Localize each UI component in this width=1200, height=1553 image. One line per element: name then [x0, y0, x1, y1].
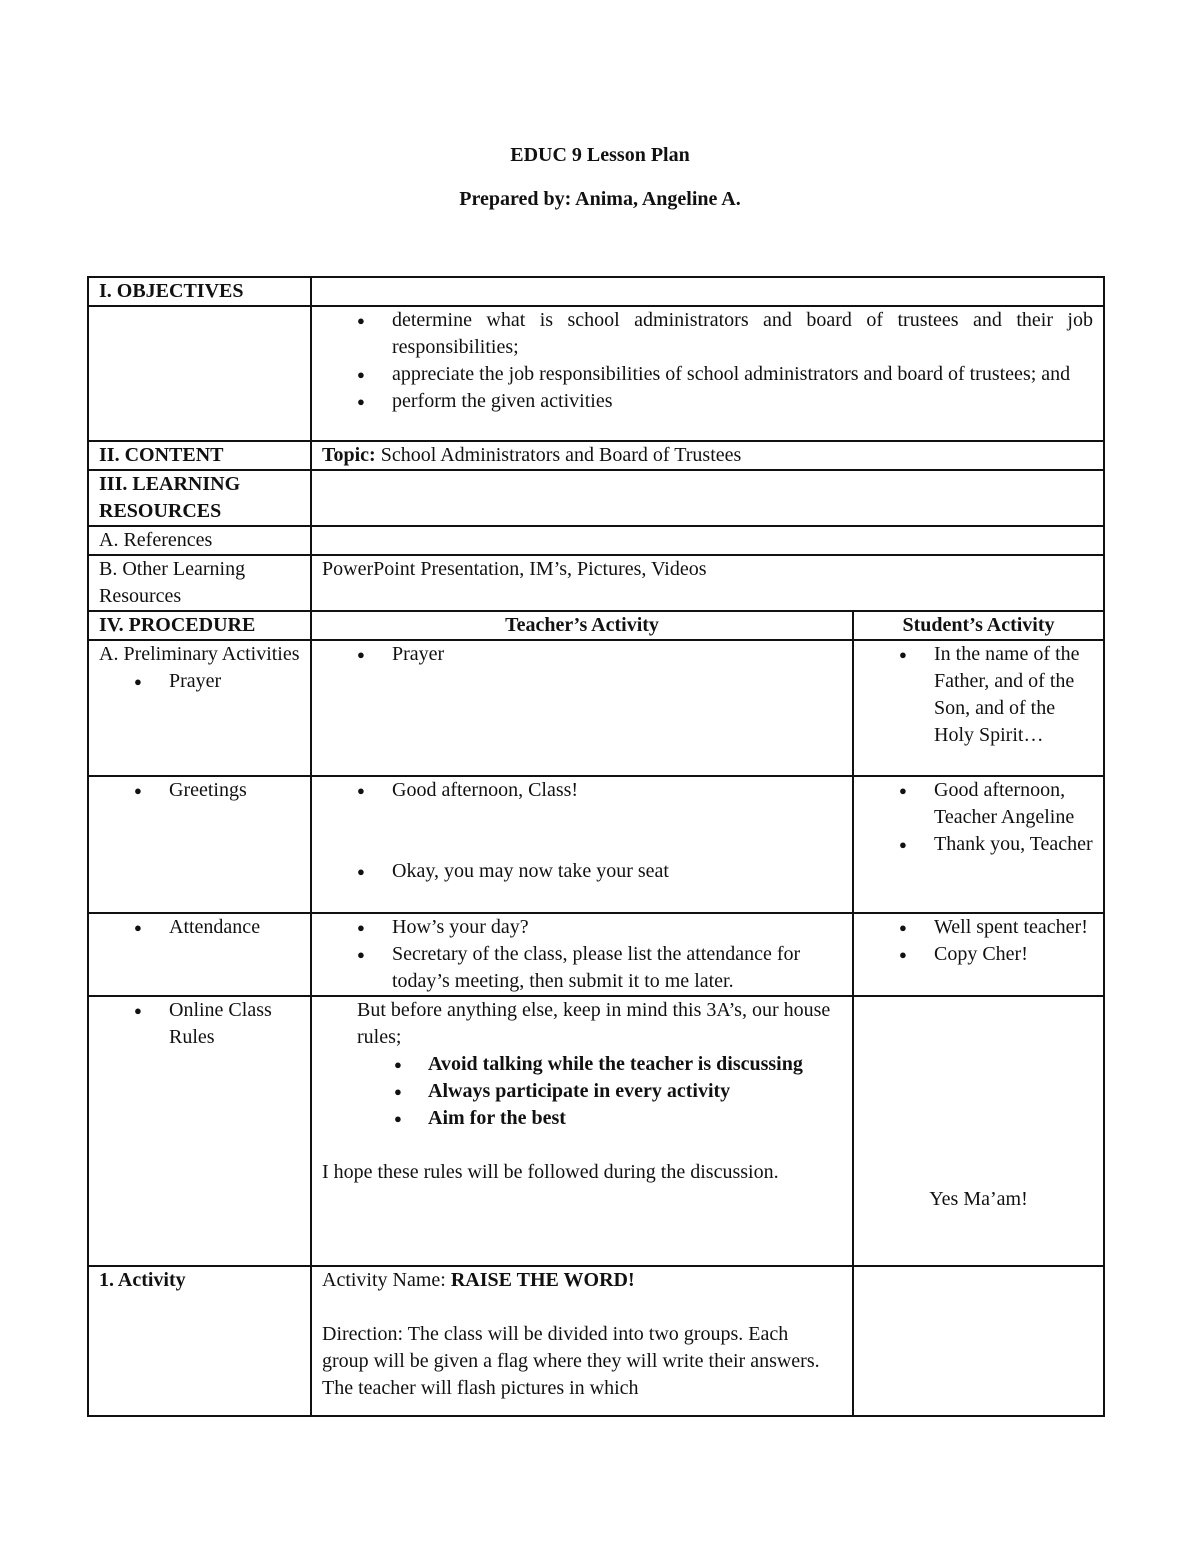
objectives-label: I. OBJECTIVES — [88, 277, 311, 306]
student-line: ● Good afternoon, Teacher Angeline — [864, 777, 1093, 831]
activity-row — [88, 1266, 1104, 1416]
activity-label: 1. Activity — [88, 1266, 311, 1416]
objective-item: ● determine what is school administrators and board of trustees and their job responsibilities; — [322, 307, 1093, 361]
student-activity-header: Student’s Activity — [853, 611, 1104, 640]
activity-name-label: Activity Name: — [322, 1269, 451, 1291]
rules-list — [322, 1051, 842, 1132]
rules-closing: I hope these rules will be followed during the discussion. — [322, 1161, 779, 1183]
references-label: A. References — [88, 526, 311, 555]
other-resources-row — [88, 555, 1104, 611]
objectives-row — [88, 306, 1104, 441]
activity-name: RAISE THE WORD! — [450, 1269, 635, 1291]
attendance-row — [88, 913, 1104, 996]
teacher-line: ● Secretary of the class, please list the attendance for today’s meeting, then submit it to me later. — [322, 941, 842, 995]
teacher-line: ● Good afternoon, Class! — [322, 777, 842, 804]
prepared-by: Prepared by: Anima, Angeline A. — [459, 188, 741, 210]
rule-item: ● Avoid talking while the teacher is discussing — [322, 1051, 842, 1078]
objectives-list — [322, 307, 1093, 415]
objective-item: ● appreciate the job responsibilities of school administrators and board of trustees; and — [322, 361, 1093, 388]
references-row — [88, 526, 1104, 555]
resources-label: III. LEARNING RESOURCES — [88, 470, 311, 526]
document-title: EDUC 9 Lesson Plan — [510, 144, 690, 166]
topic-value: School Administrators and Board of Trustees — [375, 444, 742, 466]
lesson-plan-table — [87, 276, 1105, 1417]
teacher-line: ● Okay, you may now take your seat — [322, 858, 842, 885]
greetings-row — [88, 776, 1104, 913]
other-resources-value: PowerPoint Presentation, IM’s, Pictures, Videos — [311, 555, 1104, 611]
activity-direction: Direction: The class will be divided into two groups. Each group will be given a flag where they will write their answers. The teacher will flash pictures in which — [322, 1323, 820, 1399]
objectives-list-cell — [311, 306, 1104, 441]
teacher-activity-header: Teacher’s Activity — [311, 611, 853, 640]
student-line: Yes Ma’am! — [929, 1188, 1028, 1210]
attendance-label: ● Attendance — [99, 914, 300, 941]
other-resources-label: B. Other Learning Resources — [88, 555, 311, 611]
student-line: ● Well spent teacher! — [864, 914, 1093, 941]
procedure-label: IV. PROCEDURE — [88, 611, 311, 640]
procedure-header-row — [88, 611, 1104, 640]
resources-row — [88, 470, 1104, 526]
rules-label: ● Online Class Rules — [99, 997, 300, 1051]
rule-item: ● Aim for the best — [322, 1105, 842, 1132]
prayer-label: ● Prayer — [99, 668, 300, 695]
objective-item: ● perform the given activities — [322, 388, 1093, 415]
student-line: ● In the name of the Father, and of the Son, and of the Holy Spirit… — [864, 641, 1093, 749]
content-label: II. CONTENT — [88, 441, 311, 470]
teacher-line: ● How’s your day? — [322, 914, 842, 941]
greetings-label: ● Greetings — [99, 777, 300, 804]
student-line: ● Thank you, Teacher — [864, 831, 1093, 858]
content-row — [88, 441, 1104, 470]
preliminary-label: A. Preliminary Activities — [99, 643, 300, 665]
rules-intro: But before anything else, keep in mind this 3A’s, our house rules; — [357, 999, 831, 1048]
rules-row — [88, 996, 1104, 1266]
objectives-header-row — [88, 277, 1104, 306]
topic-label: Topic: — [322, 444, 376, 466]
teacher-line: ● Prayer — [322, 641, 842, 668]
rule-item: ● Always participate in every activity — [322, 1078, 842, 1105]
prayer-row — [88, 640, 1104, 776]
student-line: ● Copy Cher! — [864, 941, 1093, 968]
